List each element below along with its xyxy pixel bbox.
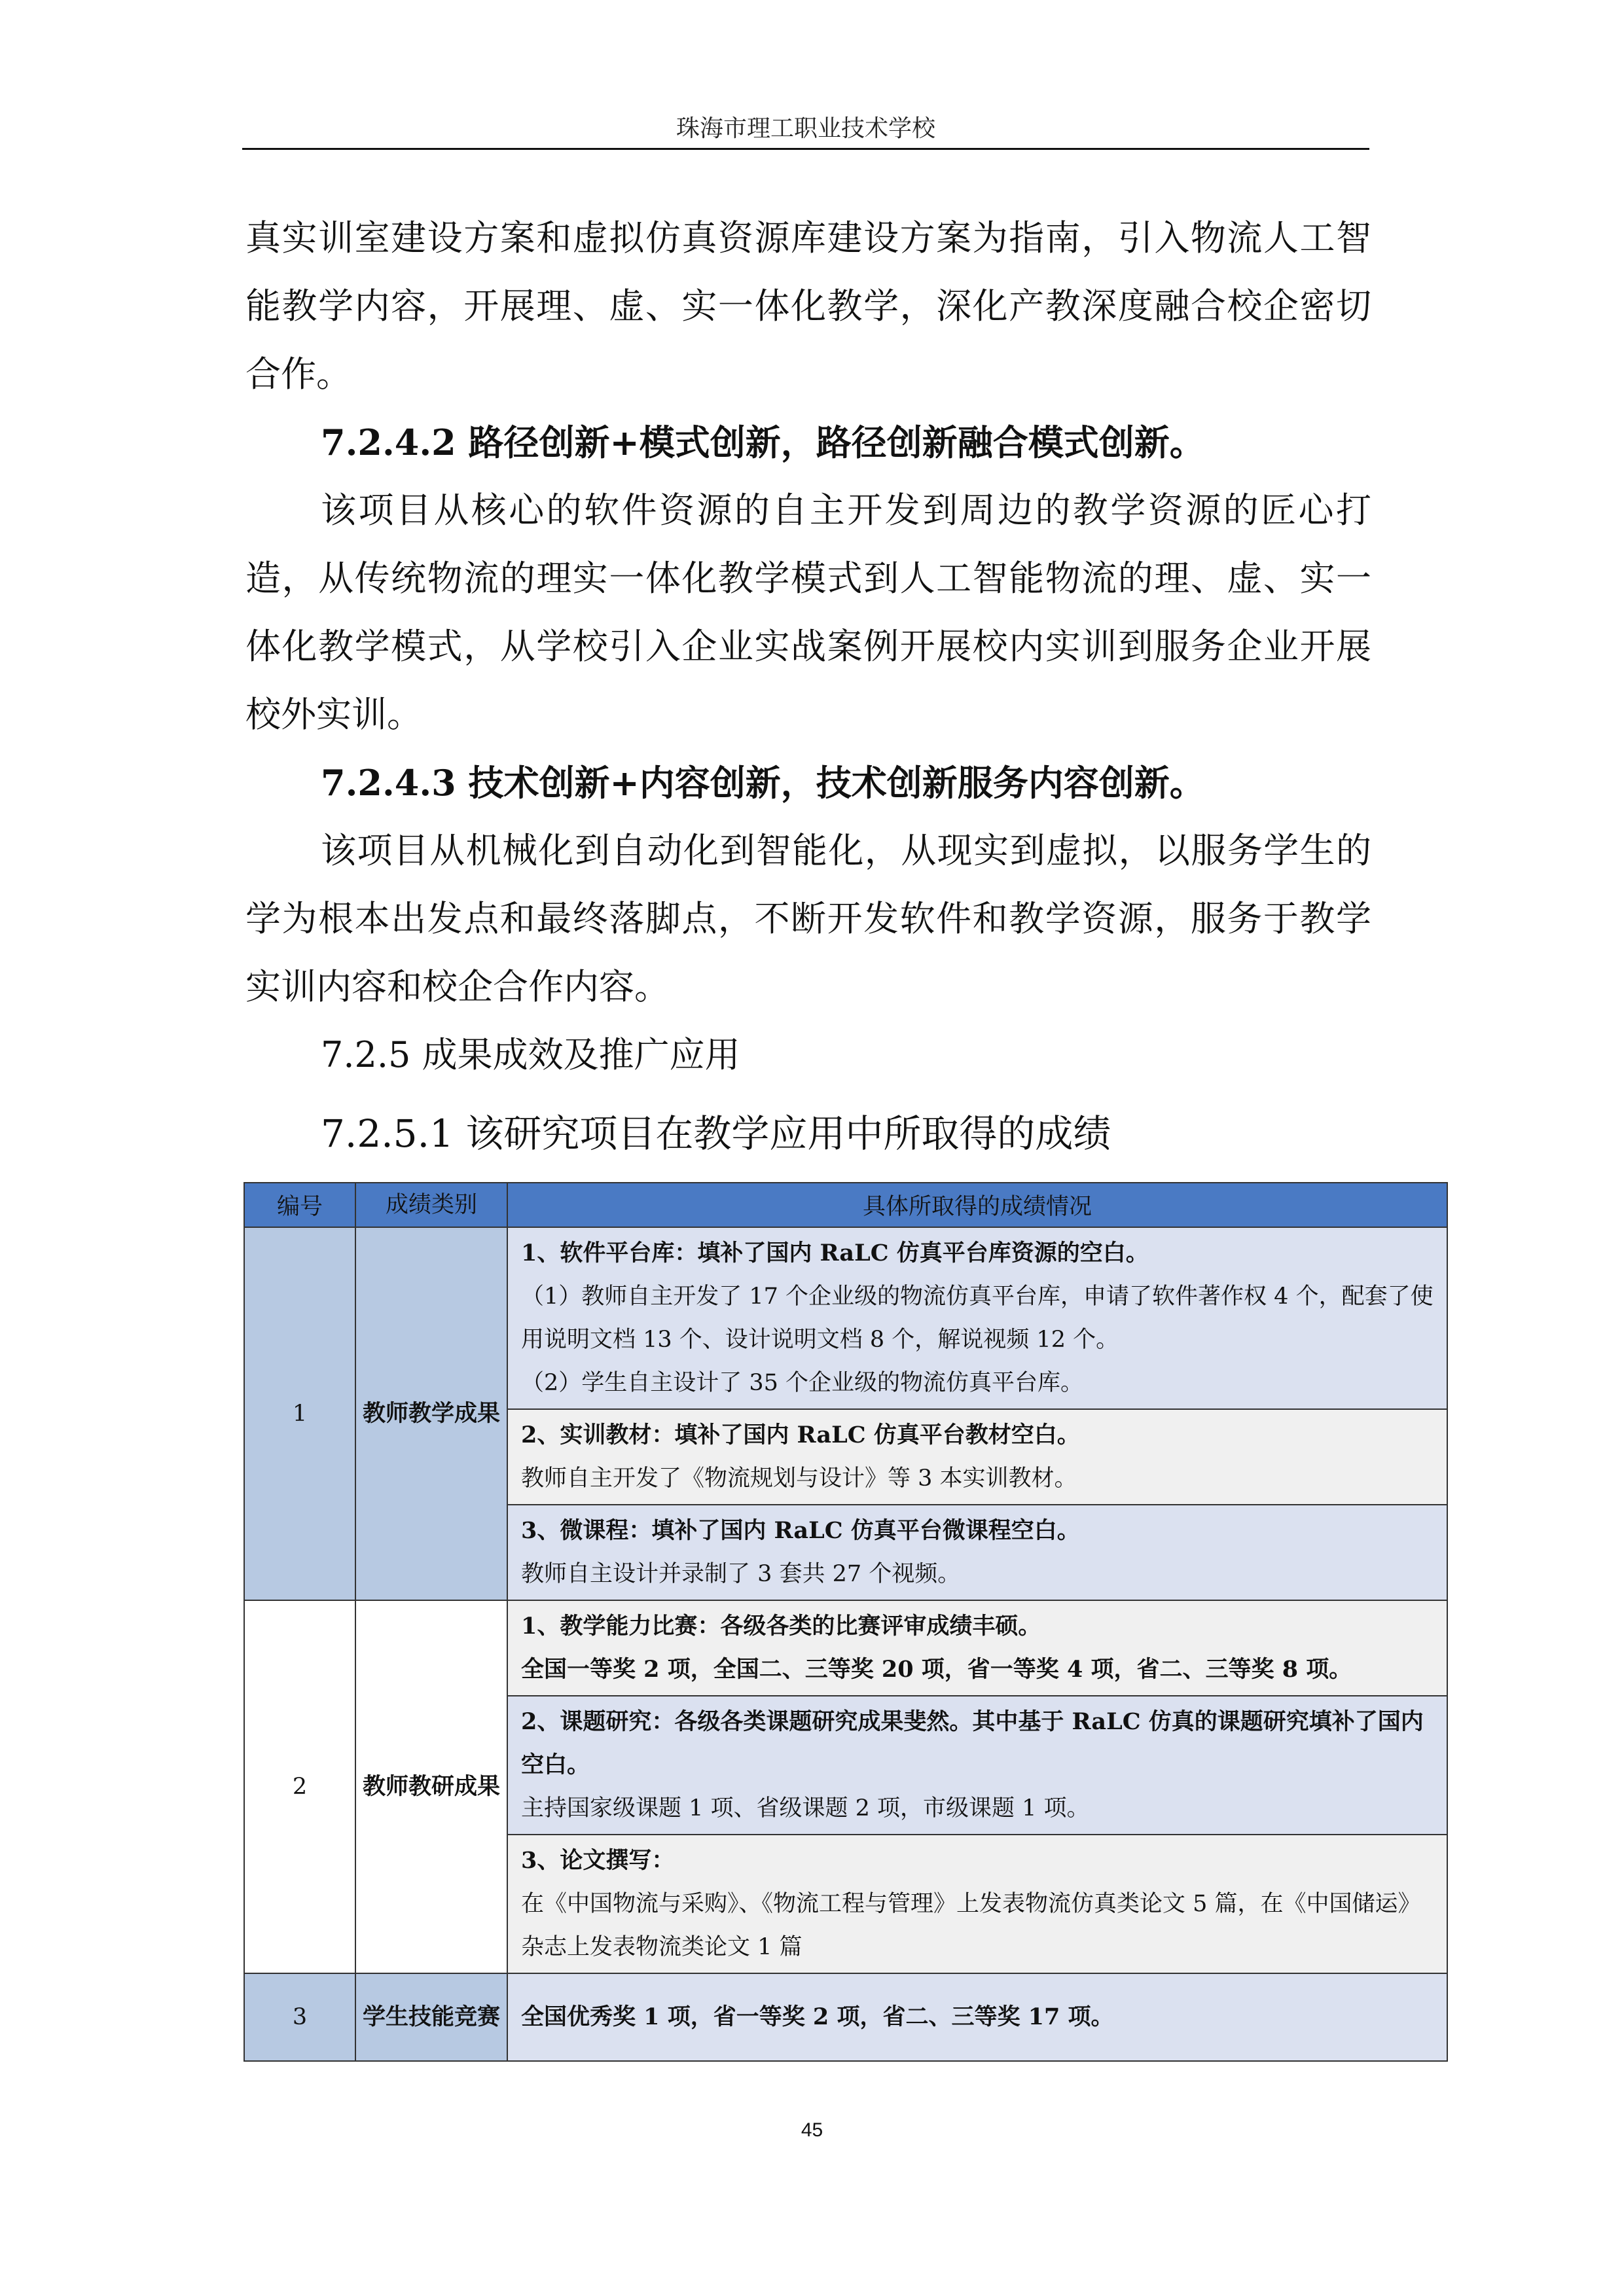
detail-cell xyxy=(507,1973,1447,2061)
paragraph-1: 真实训室建设方案和虚拟仿真资源库建设方案为指南，引入物流人工智能教学内容，开展理、虚、实一体化教学，深化产教深度融合校企密切合作。 xyxy=(245,217,1371,395)
detail-title: 1、教学能力比赛：各级各类的比赛评审成绩丰硕。 xyxy=(521,1613,1041,1640)
detail-cell xyxy=(507,1227,1447,1409)
detail-cell xyxy=(507,1505,1447,1600)
header-category: 成绩类别 xyxy=(355,1183,507,1227)
results-table xyxy=(244,1182,1448,2062)
table-row xyxy=(244,1973,1447,2061)
paragraph-2: 该项目从核心的软件资源的自主开发到周边的教学资源的匠心打造，从传统物流的理实一体化教学模式到人工智能物流的理、虚、实一体化教学模式，从学校引入企业实战案例开展校内实训到服务企业开展校外实训。 xyxy=(245,490,1371,735)
heading-7-2-4-2: 7.2.4.2 路径创新+模式创新，路径创新融合模式创新。 xyxy=(321,422,1205,463)
detail-line: 教师自主开发了《物流规划与设计》等 3 本实训教材。 xyxy=(521,1465,1077,1492)
detail-title: 3、微课程：填补了国内 RaLC 仿真平台微课程空白。 xyxy=(521,1517,1080,1544)
detail-line: 全国一等奖 2 项，全国二、三等奖 20 项，省一等奖 4 项，省二、三等奖 8 项。 xyxy=(521,1656,1352,1683)
detail-line: （1）教师自主开发了 17 个企业级的物流仿真平台库，申请了软件著作权 4 个，配套了使用说明文档 13 个、设计说明文档 8 个，解说视频 12 个。 xyxy=(521,1283,1434,1353)
table-header-row xyxy=(244,1183,1447,1227)
row-number: 1 xyxy=(244,1227,355,1600)
detail-cell xyxy=(507,1409,1447,1505)
detail-line: 教师自主设计并录制了 3 套共 27 个视频。 xyxy=(521,1561,961,1587)
row-number: 2 xyxy=(244,1600,355,1973)
detail-title: 2、实训教材：填补了国内 RaLC 仿真平台教材空白。 xyxy=(521,1422,1080,1448)
header-rule xyxy=(242,148,1369,150)
detail-cell xyxy=(507,1600,1447,1696)
row-category: 教师教学成果 xyxy=(355,1227,507,1600)
detail-title: 3、论文撰写： xyxy=(521,1847,675,1874)
detail-title: 全国优秀奖 1 项，省一等奖 2 项，省二、三等奖 17 项。 xyxy=(521,2003,1114,2030)
table-row xyxy=(244,1600,1447,1696)
detail-line: 在《中国物流与采购》、《物流工程与管理》上发表物流仿真类论文 5 篇，在《中国储运》杂志上发表物流类论文 1 篇 xyxy=(521,1891,1421,1960)
heading-7-2-5: 7.2.5 成果成效及推广应用 xyxy=(321,1034,740,1075)
detail-title: 1、软件平台库：填补了国内 RaLC 仿真平台库资源的空白。 xyxy=(521,1240,1149,1266)
paragraph-3: 该项目从机械化到自动化到智能化，从现实到虚拟，以服务学生的学为根本出发点和最终落脚点，不断开发软件和教学资源，服务于教学实训内容和校企合作内容。 xyxy=(245,830,1371,1007)
page-header: 珠海市理工职业技术学校 xyxy=(676,115,935,142)
header-detail: 具体所取得的成绩情况 xyxy=(507,1183,1447,1227)
row-number: 3 xyxy=(244,1973,355,2061)
header-no: 编号 xyxy=(244,1183,355,1227)
detail-title: 2、课题研究：各级各类课题研究成果斐然。其中基于 RaLC 仿真的课题研究填补了国内空白。 xyxy=(521,1708,1424,1778)
detail-line: （2）学生自主设计了 35 个企业级的物流仿真平台库。 xyxy=(521,1370,1084,1396)
detail-cell xyxy=(507,1835,1447,1973)
row-category: 学生技能竞赛 xyxy=(355,1973,507,2061)
heading-7-2-5-1: 7.2.5.1 该研究项目在教学应用中所取得的成绩 xyxy=(321,1111,1111,1156)
detail-cell xyxy=(507,1696,1447,1835)
page-number: 45 xyxy=(801,2119,823,2141)
row-category: 教师教研成果 xyxy=(355,1600,507,1973)
table-row xyxy=(244,1227,1447,1409)
detail-line: 主持国家级课题 1 项、省级课题 2 项，市级课题 1 项。 xyxy=(521,1795,1090,1821)
heading-7-2-4-3: 7.2.4.3 技术创新+内容创新，技术创新服务内容创新。 xyxy=(321,762,1205,804)
